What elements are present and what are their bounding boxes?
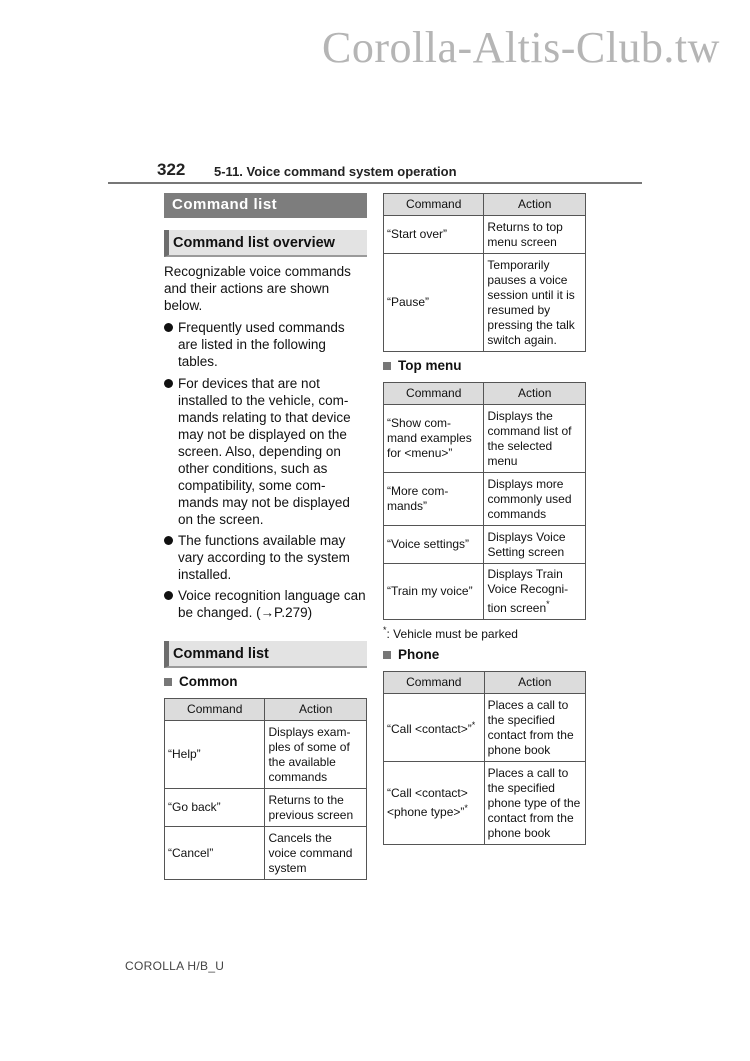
table-row [384, 254, 586, 352]
column-header-command: Command [384, 194, 484, 216]
common-table [164, 698, 367, 880]
table-row [384, 216, 586, 254]
bullet-text: For devices that are not installed to the vehicle, com- mands relating to that device may not be displayed on the screen. Also, depending on other conditions, such as compatibility, some com- mands may not be displayed on the screen. [178, 376, 351, 527]
table-row [165, 827, 367, 880]
column-header-action: Action [484, 194, 586, 216]
column-header-command: Command [384, 383, 484, 405]
overview-heading: Command list overview [164, 230, 367, 257]
column-header-command: Command [384, 672, 485, 694]
footnote-marker: * [464, 803, 468, 813]
phone-label: Phone [398, 647, 440, 662]
command-cell: “Pause” [384, 254, 484, 352]
command-cell: “Start over” [384, 216, 484, 254]
bullet-text: Frequently used commands are listed in the following tables. [178, 320, 345, 369]
command-text: “Call <contact>” [387, 722, 472, 736]
command-cell: “Cancel” [165, 827, 265, 880]
phone-table [383, 671, 586, 845]
action-cell: Cancels the voice command system [265, 827, 367, 880]
action-cell: Displays exam- ples of some of the available commands [265, 721, 367, 789]
intro-text: Recognizable voice commands and their actions are shown below. [164, 264, 351, 313]
action-cell: Displays Voice Setting screen [484, 526, 586, 564]
table-row [384, 762, 586, 845]
table-row [384, 694, 586, 762]
command-cell [384, 694, 485, 762]
bullet-item [164, 375, 367, 528]
action-cell: Returns to top menu screen [484, 216, 586, 254]
action-cell: Returns to the previous screen [265, 789, 367, 827]
section-title: 5-11. Voice command system operation [214, 164, 457, 179]
action-cell: Temporarily pauses a voice session until it is resumed by pressing the talk switch again. [484, 254, 586, 352]
left-column [164, 193, 367, 880]
bullet-dot-icon [164, 379, 173, 388]
common-label: Common [179, 674, 238, 689]
common-subheading [164, 674, 367, 689]
command-cell: “Help” [165, 721, 265, 789]
bullet-dot-icon [164, 536, 173, 545]
column-header-command: Command [165, 699, 265, 721]
footer-model-code: COROLLA H/B_U [125, 959, 225, 973]
action-cell [484, 564, 586, 620]
square-bullet-icon [164, 678, 172, 686]
header-divider [108, 182, 642, 184]
column-header-action: Action [484, 672, 585, 694]
square-bullet-icon [383, 651, 391, 659]
top-menu-subheading [383, 358, 586, 373]
command-cell: “Show com- mand examples for <menu>” [384, 405, 484, 473]
table-row [384, 526, 586, 564]
bullet-item [164, 587, 367, 621]
action-text: Displays Train Voice Recogni- tion screen [487, 567, 569, 615]
command-cell: “More com- mands” [384, 473, 484, 526]
bullet-item [164, 532, 367, 583]
footnote [383, 625, 586, 641]
bullet-text: The functions available may vary according to the system installed. [178, 533, 350, 582]
table-header-row [384, 383, 586, 405]
square-bullet-icon [383, 362, 391, 370]
footnote-marker: * [546, 599, 550, 609]
footnote-marker: * [471, 720, 476, 730]
table-row [384, 405, 586, 473]
action-cell: Displays the command list of the selected menu [484, 405, 586, 473]
watermark: Corolla-Altis-Club.tw [322, 23, 720, 72]
footnote-marker: * [383, 625, 387, 635]
page-number: 322 [157, 160, 186, 179]
command-text: “Call <contact> <phone type>” [387, 786, 468, 819]
column-header-action: Action [265, 699, 367, 721]
bullet-item [164, 319, 367, 370]
top-menu-table [383, 382, 586, 620]
table-header-row [384, 672, 586, 694]
command-list-bar: Command list [164, 193, 367, 218]
footnote-text: : Vehicle must be parked [386, 627, 518, 641]
column-header-action: Action [484, 383, 586, 405]
table-row [384, 564, 586, 620]
bullet-dot-icon [164, 323, 173, 332]
table-header-row [384, 194, 586, 216]
right-column [383, 193, 586, 845]
table-row [165, 789, 367, 827]
command-cell: “Train my voice” [384, 564, 484, 620]
action-cell: Places a call to the specified phone type of the contact from the phone book [484, 762, 585, 845]
top-menu-label: Top menu [398, 358, 462, 373]
table-row [384, 473, 586, 526]
common-table-continued [383, 193, 586, 352]
phone-subheading [383, 647, 586, 662]
command-cell [384, 762, 485, 845]
command-cell: “Voice settings” [384, 526, 484, 564]
command-list-heading: Command list [164, 641, 367, 668]
table-row [165, 721, 367, 789]
action-cell: Places a call to the specified contact from the phone book [484, 694, 585, 762]
bullet-text: Voice recognition language can be changed. (→P.279) [178, 588, 366, 620]
action-cell: Displays more commonly used commands [484, 473, 586, 526]
table-header-row [165, 699, 367, 721]
bullet-dot-icon [164, 591, 173, 600]
command-cell: “Go back” [165, 789, 265, 827]
